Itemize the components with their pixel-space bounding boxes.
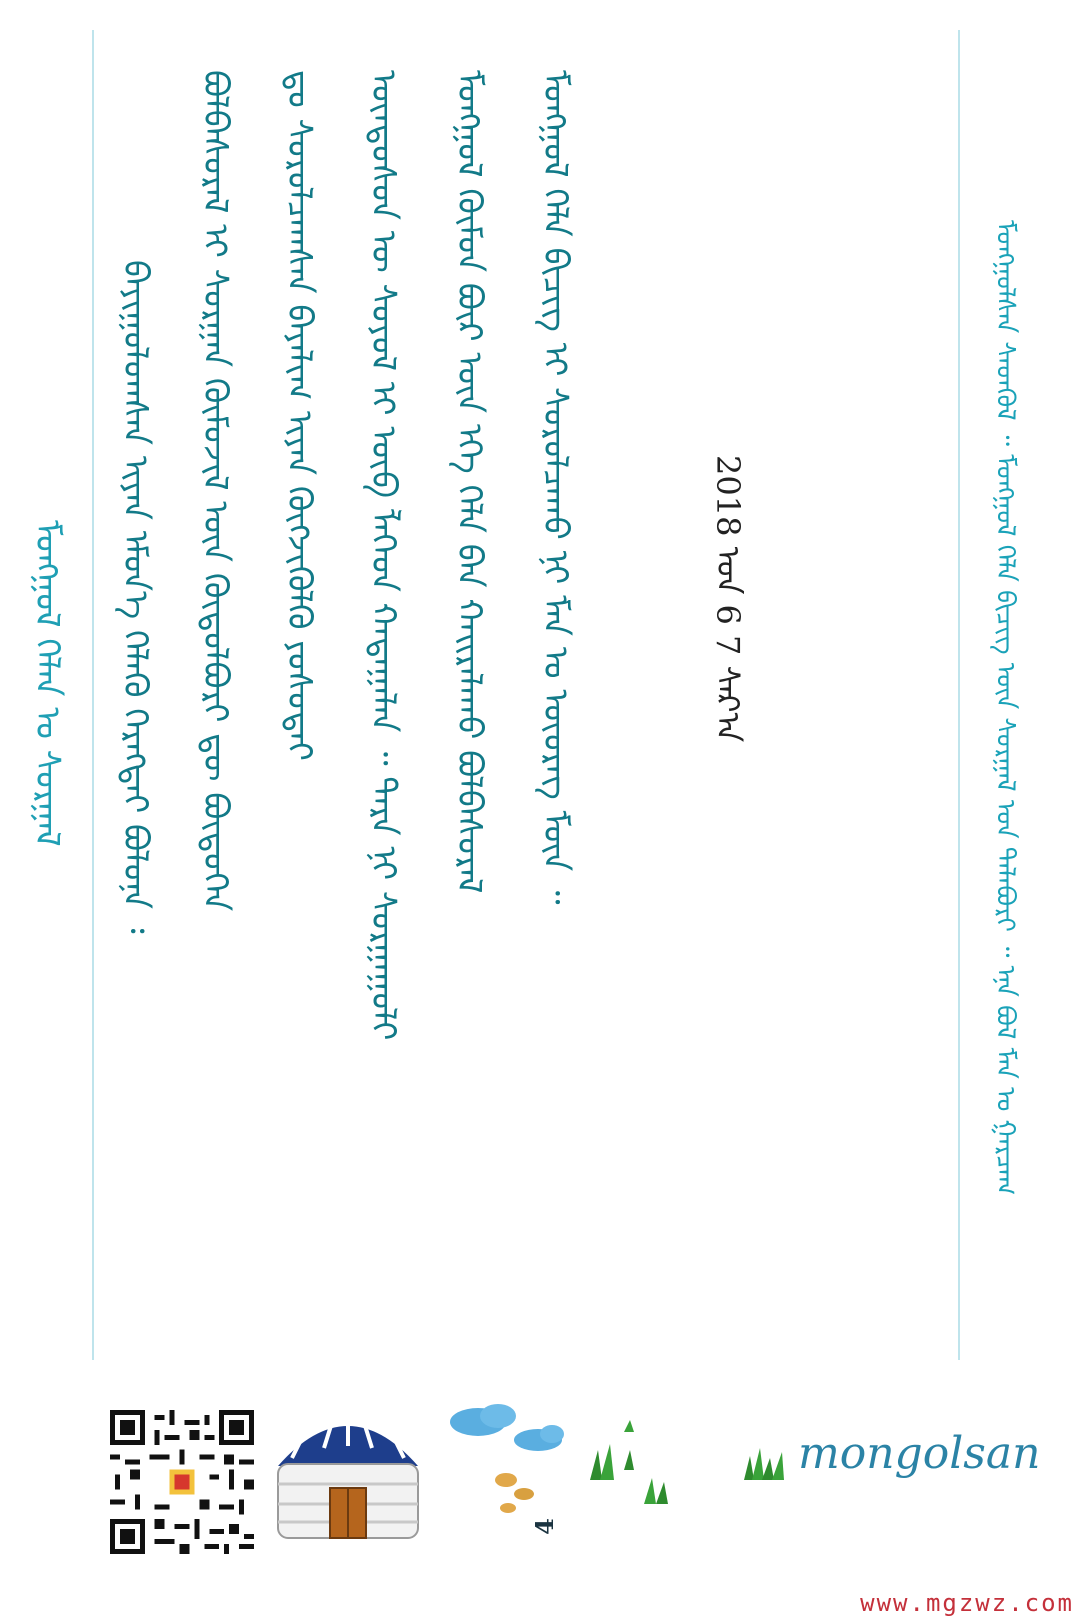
page-number: 4 <box>529 1518 559 1535</box>
body-column-1: ᠪᠠᠶᠢᠭᠤᠯᠤᠭᠰᠠᠨ ᠢᠶᠡᠨ ᠡᠮᠦᠨ᠎ᠡ ᠬᠡᠯᠡᠬᠦ ᠬᠡᠷᠡᠭᠲᠡᠢ ᠪᠣᠯᠤᠨᠠ ᠄ <box>115 260 155 934</box>
body-column-3: ᠳᠤ ᠰᠤᠷᠤᠯᠴᠠᠭᠰᠠᠨ ᠪᠠᠶᠠᠯᠢᠭ ᠢᠶᠡᠨ ᠬᠥᠭᠵᠢᠭᠦᠯᠬᠦ ᠶᠣᠰᠣᠲᠠᠢ <box>279 70 319 761</box>
header-title: ᠮᠣᠩᠭᠣᠯ ᠬᠡᠯᠡᠨ ᠤ ᠰᠤᠷᠭᠠᠯ <box>27 520 67 847</box>
body-column-5: ᠮᠣᠩᠭᠣᠯ ᠬᠦᠮᠦᠨ ᠪᠦᠷ ᠦᠨ ᠡᠬᠡ ᠬᠡᠯᠡ ᠪᠡᠨ ᠬᠠᠢᠷᠠᠯᠠᠬᠤ ᠪᠣᠯᠪᠠᠰᠤᠷᠠᠯ <box>449 70 489 894</box>
brand-name: mongolsan <box>798 1428 1041 1479</box>
qr-code <box>110 1410 254 1554</box>
body-column-2: ᠪᠣᠯᠪᠠᠰᠤᠷᠠᠯ ᠢ ᠰᠤᠷᠭᠠᠨ ᠬᠦᠮᠦᠵᠢᠯ ᠦᠨ ᠬᠥᠲᠦᠯᠪᠦᠷᠢ ᠳᠦ ᠪᠦᠲᠦᠭᠡᠨ <box>195 70 235 912</box>
yurt-icon <box>268 1396 428 1546</box>
watermark-url: www.mgzwz.com <box>860 1589 1074 1617</box>
clouds-icon <box>448 1400 568 1460</box>
brand-logo <box>740 1420 1041 1490</box>
footer-line: ᠮᠣᠩᠭᠣᠯᠰᠠᠨ ᠰᠡᠳᠬᠦᠯ ᠃ ᠮᠣᠩᠭᠣᠯ ᠬᠡᠯᠡ ᠪᠢᠴᠢᠭ ᠦᠨ ᠰᠤᠷᠭᠠᠯ ᠤᠨ ᠲᠠᠯᠠᠪᠤᠷᠢ ᠃ ᠡᠨᠡ ᠪᠣᠯ ᠮᠠᠨ ᠤ ᠭᠠᠷᠴᠠᠭ <box>990 220 1020 1196</box>
grass-icon <box>740 1442 790 1482</box>
left-frame-line <box>92 30 94 1360</box>
body-column-4: ᠦᠨᠳᠦᠰᠦᠨ ᠦ ᠰᠣᠶᠣᠯ ᠢ ᠥᠪ ᠯᠡᠭᠡᠳ ᠬᠠᠳᠠᠭᠠᠯᠠᠨ ᠃ ᠲᠡᠷᠡ ᠨᠢ ᠰᠤᠷᠭᠠᠭᠤᠯᠢ <box>363 70 403 1041</box>
date-line: 2018 ᠣᠨ 6 7 ᠰᠠᠷ᠎ᠠ <box>709 455 747 743</box>
grass-cluster-icon <box>584 1420 684 1510</box>
body-column-6: ᠮᠣᠩᠭᠣᠯ ᠬᠡᠯᠡ ᠪᠢᠴᠢᠭ ᠢ ᠰᠤᠷᠤᠯᠴᠠᠬᠤ ᠨᠢ ᠮᠠᠨ ᠤ ᠦᠦᠷᠡᠭ ᠮᠦᠨ ᠃ <box>535 70 575 905</box>
right-frame-line <box>958 30 960 1360</box>
